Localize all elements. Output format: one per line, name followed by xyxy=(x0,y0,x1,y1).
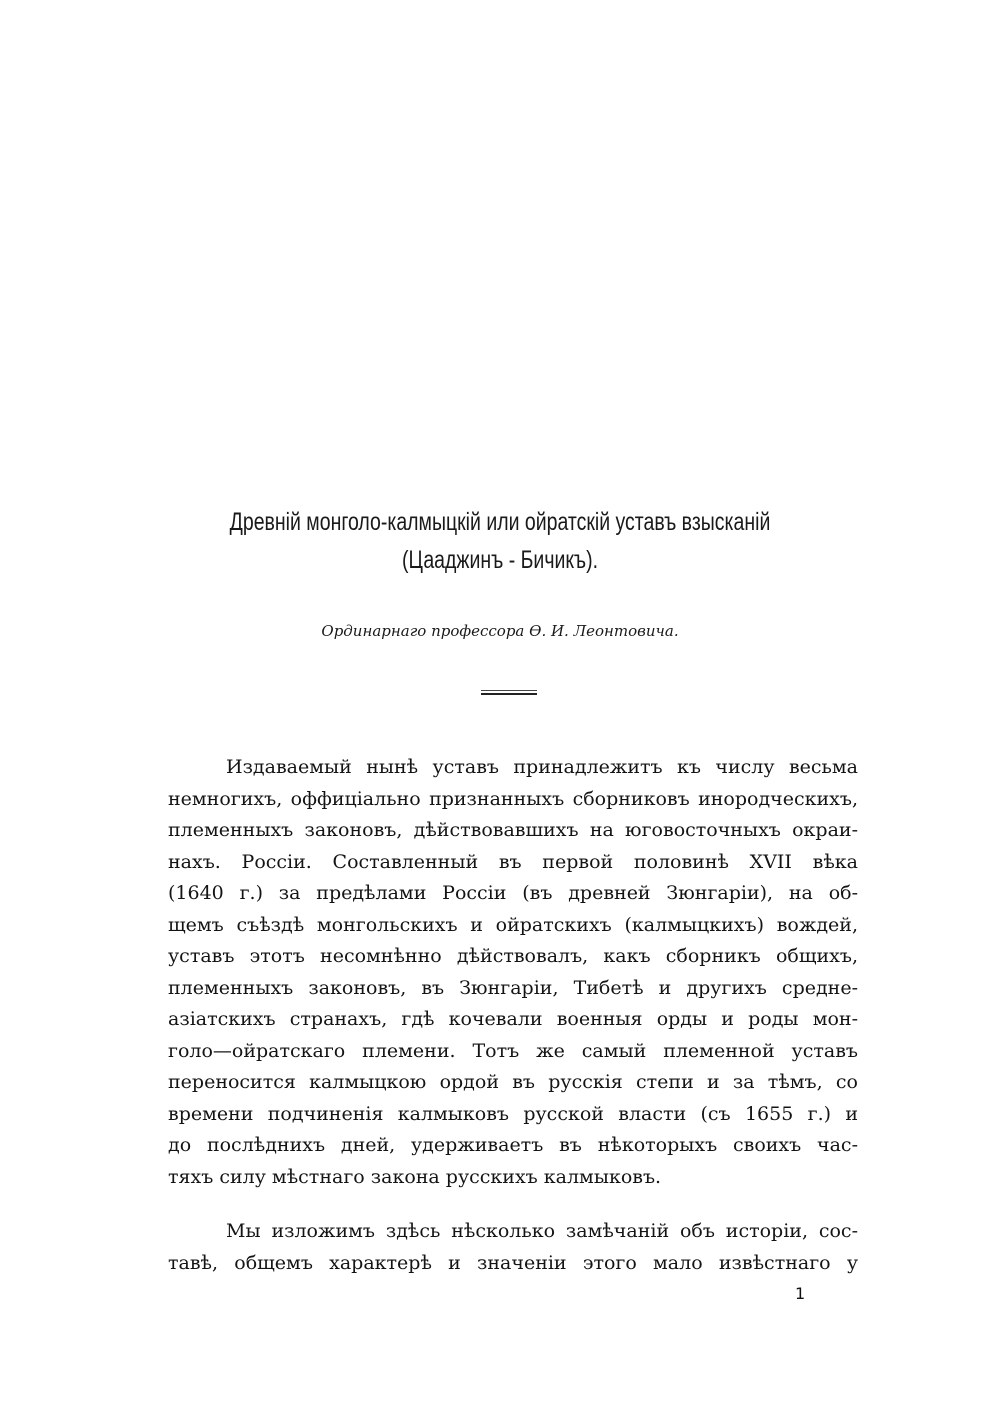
text-line: (1640 г.) за предѣлами Россіи (въ древней Зюнгаріи), на об- xyxy=(168,882,858,904)
text-line: до послѣднихъ дней, удерживаетъ въ нѣкоторыхъ своихъ час- xyxy=(168,1134,858,1156)
title-line-2: (Цааджинъ - Бичикъ). xyxy=(401,546,598,574)
text-line: переносится калмыцкою ордой въ русскія степи и за тѣмъ, со xyxy=(168,1071,858,1093)
text-line: тяхъ силу мѣстнаго закона русскихъ калмыковъ. xyxy=(168,1165,662,1188)
page-number: 1 xyxy=(795,1284,806,1303)
text-line: уставъ этотъ несомнѣнно дѣйствовалъ, какъ сборникъ общихъ, xyxy=(168,945,858,967)
title-line-1: Древній монголо-калмыцкій или ойратскій уставъ взысканій xyxy=(229,508,771,536)
ornamental-divider xyxy=(481,690,537,696)
author-byline: Ординарнаго профессора Ѳ. И. Леонтовича. xyxy=(321,622,679,640)
text-line: щемъ съѣздѣ монгольскихъ и ойратскихъ (калмыцкихъ) вождей, xyxy=(168,913,858,936)
text-line: немногихъ, оффиціально признанныхъ сборниковъ инородческихъ, xyxy=(168,787,858,810)
text-line: племенныхъ законовъ, дѣйствовавшихъ на юговосточныхъ окраи- xyxy=(168,819,858,841)
paragraph-2 xyxy=(168,1216,858,1279)
text-line: Мы изложимъ здѣсь нѣсколько замѣчаній объ исторіи, сос- xyxy=(226,1220,858,1242)
text-line: Издаваемый нынѣ уставъ принадлежитъ къ числу весьма xyxy=(226,756,858,778)
text-line: нахъ. Россіи. Составленный въ первой половинѣ XVII вѣка xyxy=(168,850,858,873)
text-line: племенныхъ законовъ, въ Зюнгаріи, Тибетѣ и другихъ средне- xyxy=(168,976,858,999)
text-line: голо—ойратскаго племени. Тотъ же самый племенной уставъ xyxy=(168,1039,858,1062)
text-line: времени подчиненія калмыковъ русской власти (съ 1655 г.) и xyxy=(168,1102,858,1125)
paragraph-1 xyxy=(168,752,858,1193)
text-line: тавѣ, общемъ характерѣ и значеніи этого мало извѣстнаго у xyxy=(168,1251,858,1274)
text-line: азіатскихъ странахъ, гдѣ кочевали военныя орды и роды мон- xyxy=(168,1008,858,1030)
